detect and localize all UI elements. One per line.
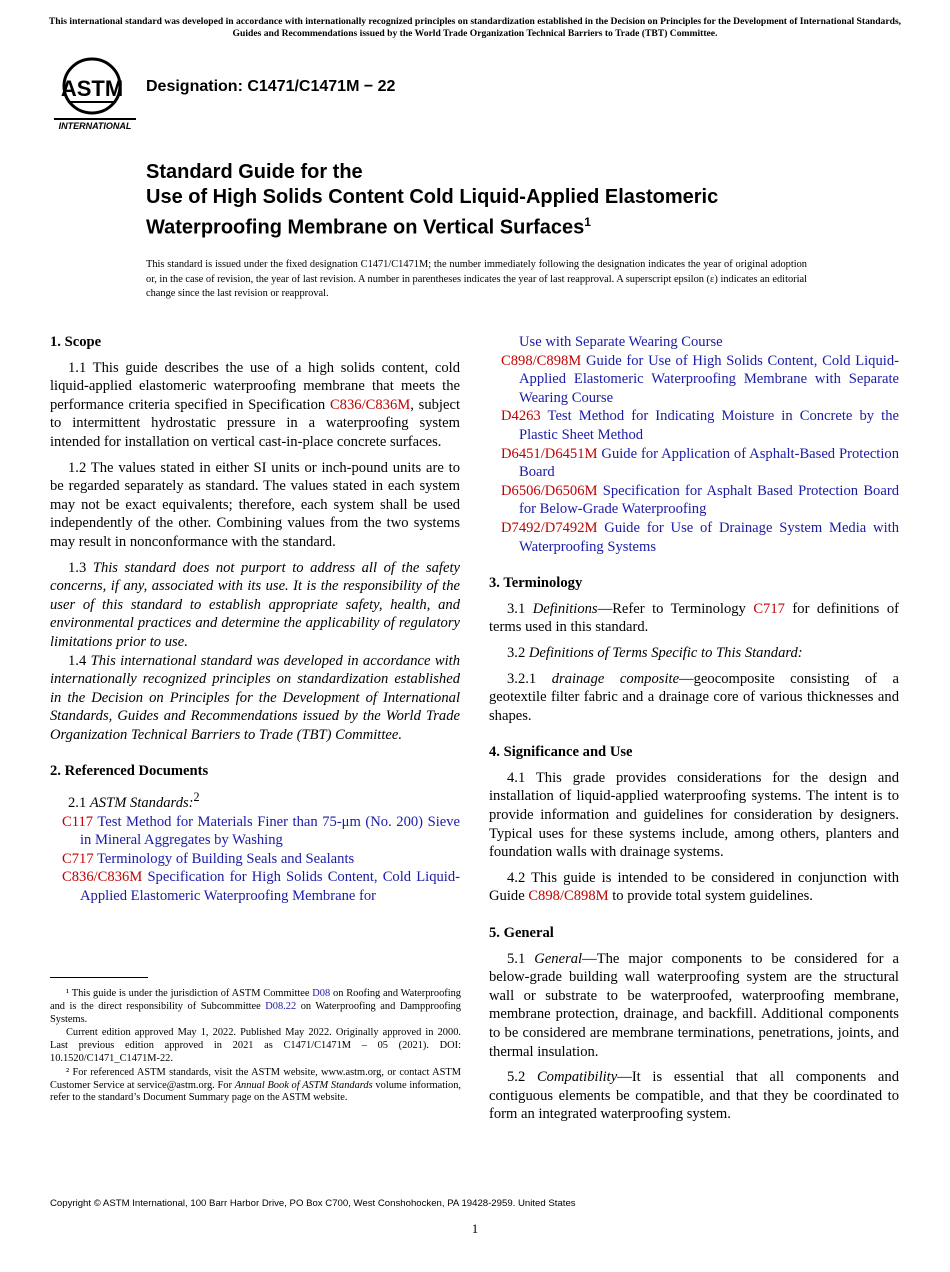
footnote-divider bbox=[50, 977, 148, 978]
section-heading-significance: 4. Significance and Use bbox=[489, 744, 633, 761]
ref-item[interactable]: C117 Test Method for Materials Finer than 75-μm (No. 200) Sieve in Mineral Aggregates by Washing bbox=[62, 813, 461, 849]
page-number: 1 bbox=[471, 1221, 479, 1236]
link-d08[interactable]: D08 bbox=[312, 988, 331, 999]
ref-item-continued[interactable]: Use with Separate Wearing Course bbox=[519, 334, 723, 350]
link-d08-22[interactable]: D08.22 bbox=[265, 1000, 297, 1012]
left-column bbox=[50, 333, 460, 905]
para-4-1: 4.1 This grade provides considerations for the design and installation of liquid-applied waterproofing systems. The intent is to provide information and guidelines for consideration by designers. Typical uses for these systems include, among others, planters and foundation walls with drainage systems. bbox=[489, 769, 899, 861]
copyright: Copyright © ASTM International, 100 Barr Harbor Drive, PO Box C700, West Conshohocken, PA 19428-2959. United States bbox=[50, 1198, 576, 1209]
section-heading-scope: 1. Scope bbox=[50, 334, 102, 350]
ref-item[interactable]: D6506/D6506M Specification for Asphalt Based Protection Board for Below-Grade Waterproofing bbox=[501, 482, 899, 518]
footnote-1: ¹ This guide is under the jurisdiction of ASTM Committee D08 on Roofing and Waterproofing and is the direct responsibility of Subcommittee D08.22 on Waterproofing and Dampproofing Systems. bbox=[50, 988, 462, 1025]
footnote-1-edition: Current edition approved May 1, 2022. Published May 2022. Originally approved in 2000. Last previous edition approved in 2021 as C1471/C1471M – 05 (2021). DOI: 10.1520/C1471_C1471M-22. bbox=[50, 1027, 461, 1064]
ref-item[interactable]: D4263 Test Method for Indicating Moisture in Concrete by the Plastic Sheet Method bbox=[501, 408, 899, 443]
top-notice: This international standard was developed in accordance with internationally recognized principles on standardization established in the Decision on Principles for the Development of International Standards, Guides and Recommendations issued by the World Trade Organization Technical Barriers to Trade (TBT) Committee. bbox=[48, 16, 902, 39]
logo-letters: ASTM bbox=[60, 76, 124, 101]
ref-item[interactable]: D6451/D6451M Guide for Application of Asphalt-Based Protection Board bbox=[501, 445, 899, 481]
ref-item[interactable]: C717 Terminology of Building Seals and Sealants bbox=[62, 850, 355, 867]
section-heading-general: 5. General bbox=[489, 925, 554, 942]
link-c717[interactable]: C717 bbox=[753, 600, 785, 617]
link-c898[interactable]: C898/C898M bbox=[528, 888, 609, 905]
para-1-2: 1.2 The values stated in either SI units or inch-pound units are to be regarded separately as standard. The values stated in each system may not be exact equivalents; therefore, each system shall be used independently of the other. Combining values from the two systems may result in nonconformance with the standard. bbox=[50, 459, 460, 550]
issuance-note: This standard is issued under the fixed designation C1471/C1471M; the number immediately following the designation indicates the year of original adoption or, in the case of revision, the year of last revision. A number in parentheses indicates the year of last reapproval. A superscript epsilon (ε) indicates an editorial change since the last revision or reapproval. bbox=[146, 259, 807, 300]
footnote-ref-2[interactable]: 2 bbox=[193, 790, 200, 805]
ref-item[interactable]: C836/C836M Specification for High Solids Content, Cold Liquid-Applied Elastomeric Waterproofing Membrane for bbox=[62, 869, 460, 904]
para-3-2: 3.2 Definitions of Terms Specific to This Standard: bbox=[507, 644, 803, 661]
footnote-2: ² For referenced ASTM standards, visit the ASTM website, www.astm.org, or contact ASTM Customer Service at service@astm.org. For Annual Book of ASTM Standards volume information, refer to the standard’s Document Summary page on the ASTM website. bbox=[50, 1066, 461, 1104]
para-5-1: 5.1 General—The major components to be considered for a below-grade building wall waterproofing system are the structural wall or substrate to be waterproofed, waterproofing membrane, membrane protection, drainage, and backfill. Additional components to be considered are membrane terminations, penetrations, joints, and thermal insulation. bbox=[489, 950, 899, 1060]
right-column bbox=[489, 333, 899, 1124]
para-3-2-1: 3.2.1 drainage composite—geocomposite consisting of a geotextile filter fabric and a drainage core of various thicknesses and shapes. bbox=[489, 670, 899, 724]
link-c836[interactable]: C836/C836M bbox=[329, 396, 411, 413]
section-heading-referenced-documents: 2. Referenced Documents bbox=[50, 763, 209, 780]
title-line-1: Standard Guide for the bbox=[146, 161, 363, 183]
document-title bbox=[146, 160, 846, 241]
logo-sub: INTERNATIONAL bbox=[58, 121, 132, 131]
para-2-1: 2.1 ASTM Standards:$^2$ bbox=[68, 790, 200, 811]
para-1-1: 1.1 This guide describes the use of a high solids content, cold liquid-applied elastomeric waterproofing membrane that meets the performance criteria specified in Specification C836/C836M, subject to intermittent hydrostatic pressure in a waterproofing system intended for installation on vertical cast-in-place concrete surfaces. bbox=[50, 359, 460, 450]
para-1-3: 1.3 This standard does not purport to address all of the safety concerns, if any, associated with its use. It is the responsibility of the user of this standard to establish appropriate safety, health, and environmental practices and determine the applicability of regulatory limitations prior to use. bbox=[50, 559, 460, 650]
para-1-4: 1.4 This international standard was developed in accordance with internationally recognized principles on standardization established in the Decision on Principles for the Development of International Standards, Guides and Recommendations issued by the World Trade Organization Technical Barriers to Trade (TBT) Committee. bbox=[50, 652, 461, 743]
designation: Designation: C1471/C1471M − 22 bbox=[146, 78, 396, 95]
footnotes bbox=[50, 988, 461, 1106]
para-3-1: 3.1 Definitions—Refer to Terminology C717 for definitions of terms used in this standard. bbox=[489, 600, 899, 636]
astm-logo-icon bbox=[54, 56, 136, 132]
title-footnote-ref[interactable]: 1 bbox=[584, 215, 591, 229]
para-5-2: 5.2 Compatibility—It is essential that all components and contiguous elements be compatible, and that they be coordinated to form an integrated waterproofing system. bbox=[489, 1069, 900, 1123]
ref-item[interactable]: C898/C898M Guide for Use of High Solids Content, Cold Liquid-Applied Elastomeric Waterproofing Membrane with Separate Wearing Course bbox=[501, 352, 899, 406]
title-line-2: Use of High Solids Content Cold Liquid-Applied Elastomeric bbox=[146, 186, 719, 208]
section-heading-terminology: 3. Terminology bbox=[489, 575, 583, 592]
para-4-2: 4.2 This guide is intended to be considered in conjunction with Guide C898/C898M to provide total system guidelines. bbox=[489, 869, 899, 905]
title-line-3: Waterproofing Membrane on Vertical Surfaces$^1$ bbox=[146, 215, 591, 239]
ref-item[interactable]: D7492/D7492M Guide for Use of Drainage System Media with Waterproofing Systems bbox=[501, 519, 899, 555]
